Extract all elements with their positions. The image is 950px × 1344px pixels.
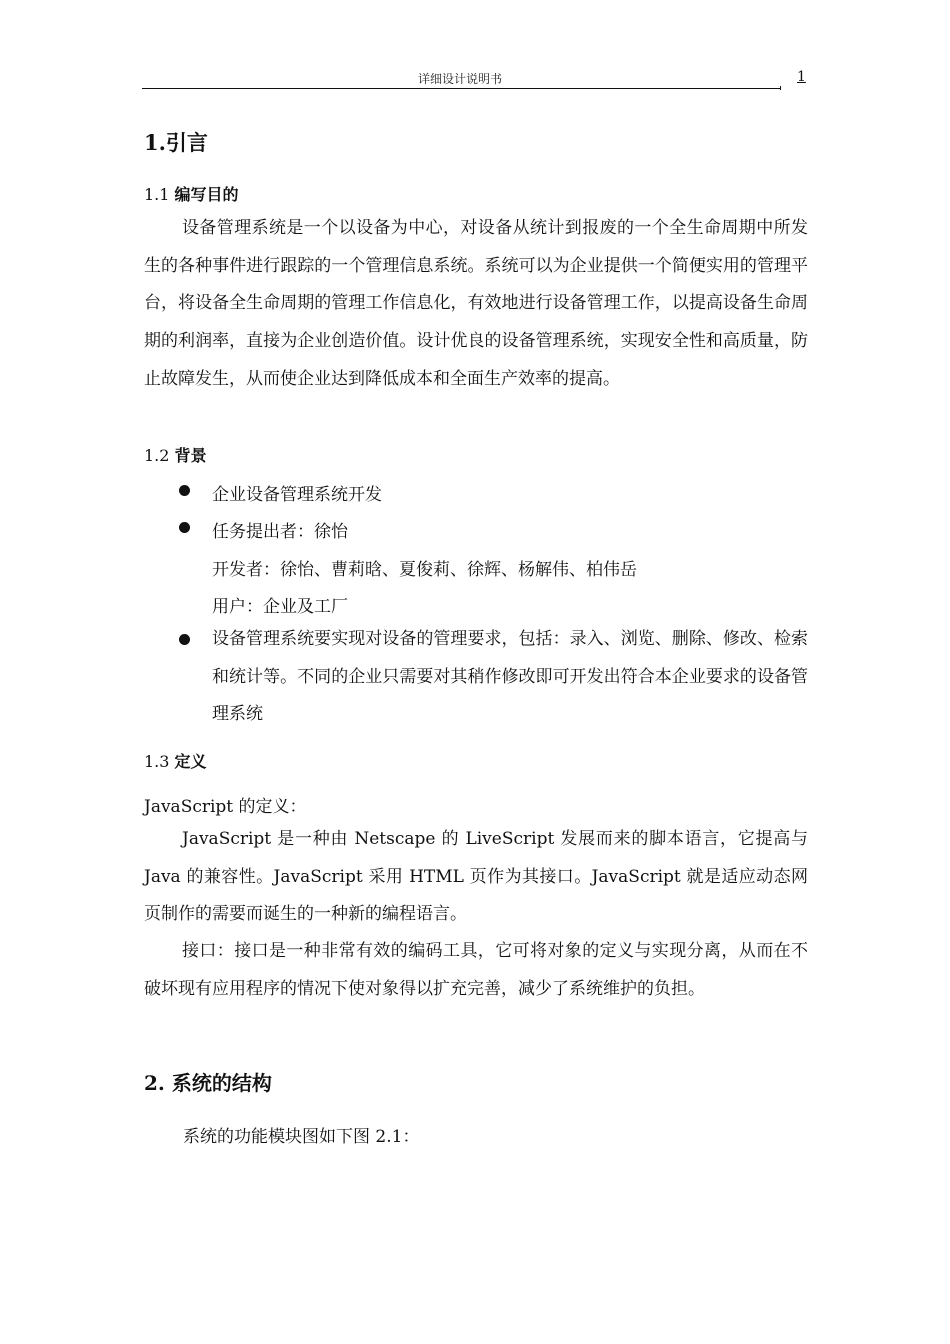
section-1-2-heading bbox=[144, 443, 207, 466]
header-title: 详细设计说明书 bbox=[417, 72, 502, 86]
section-1-1-number: 1.1 bbox=[144, 185, 170, 204]
bullet-1-text: 企业设备管理系统开发 bbox=[212, 485, 382, 505]
bullet-3-text: 设备管理系统要实现对设备的管理要求，包括：录入、浏览、删除、修改、检索和统计等。不同的企业只需要对其稍作修改即可开发出符合本企业要求的设备管理系统 bbox=[212, 629, 808, 725]
section-1-1-title: 编写目的 bbox=[174, 185, 239, 204]
section-2-number: 2. bbox=[144, 1071, 165, 1095]
bullet-icon bbox=[179, 634, 190, 645]
section-2-heading bbox=[144, 1067, 272, 1096]
section-1-3-heading bbox=[144, 749, 207, 772]
section-1-heading: 1.引言 bbox=[144, 130, 208, 155]
bullet-icon bbox=[179, 485, 190, 496]
header-rule bbox=[142, 88, 780, 89]
developers-line: 开发者：徐怡、曹莉晗、夏俊莉、徐辉、杨解伟、柏伟岳 bbox=[212, 560, 637, 580]
bullet-2-text: 任务提出者：徐怡 bbox=[212, 522, 348, 542]
section-1-3-title: 定义 bbox=[174, 752, 207, 771]
section-1-2-title: 背景 bbox=[174, 446, 207, 465]
interface-paragraph: 接口：接口是一种非常有效的编码工具，它可将对象的定义与实现分离，从而在不破坏现有应用程序的情况下使对象得以扩充完善，减少了系统维护的负担。 bbox=[144, 941, 808, 999]
section-1-3-number: 1.3 bbox=[144, 752, 170, 771]
js-definition-label: JavaScript 的定义： bbox=[144, 797, 307, 817]
section-2-intro: 系统的功能模块图如下图 2.1： bbox=[183, 1127, 420, 1147]
js-definition-paragraph: JavaScript 是一种由 Netscape 的 LiveScript 发展而来的脚本语言，它提高与 Java 的兼容性。JavaScript 采用 HTML 页作为其接口。JavaScript 就是适应动态网页制作的需要而诞生的一种新的编程语言。 bbox=[144, 829, 808, 925]
section-2-title: 系统的结构 bbox=[171, 1071, 272, 1095]
header-rule-tick bbox=[780, 86, 781, 90]
section-1-1-heading bbox=[144, 182, 239, 205]
purpose-paragraph: 设备管理系统是一个以设备为中心，对设备从统计到报废的一个全生命周期中所发生的各种事件进行跟踪的一个管理信息系统。系统可以为企业提供一个简便实用的管理平台，将设备全生命周期的管理工作信息化，有效地进行设备管理工作，以提高设备生命周期的利润率，直接为企业创造价值。设计优良的设备管理系统，实现安全性和高质量，防止故障发生，从而使企业达到降低成本和全面生产效率的提高。 bbox=[144, 218, 808, 389]
page-number: 1 bbox=[797, 69, 806, 85]
users-line: 用户：企业及工厂 bbox=[212, 597, 348, 617]
bullet-icon bbox=[179, 522, 190, 533]
section-1-2-number: 1.2 bbox=[144, 446, 170, 465]
